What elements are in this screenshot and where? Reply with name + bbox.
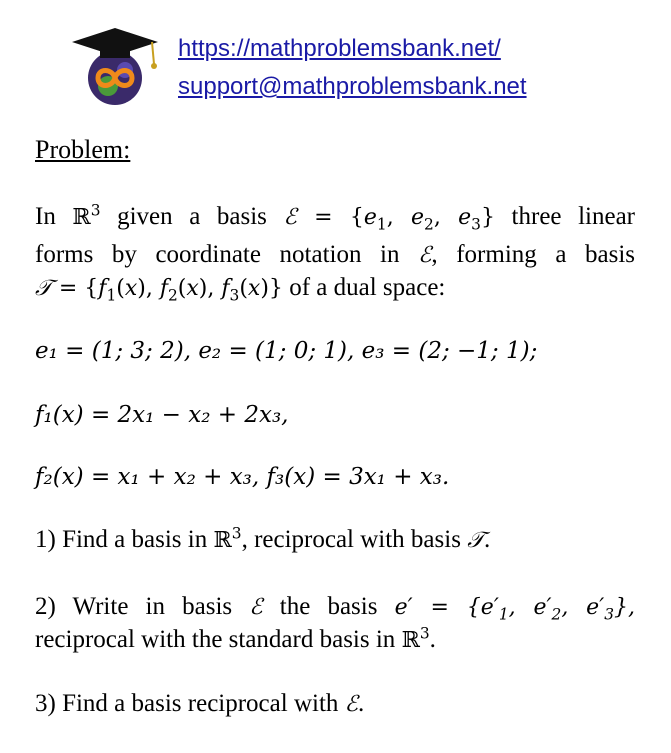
f1-equation: f₁(x) = 2x₁ − x₂ + 2x₃, <box>35 402 289 428</box>
website-link[interactable]: https://mathproblemsbank.net/ <box>178 35 501 62</box>
problem-heading: Problem: <box>35 135 131 164</box>
basis-vectors-equation: e₁ = (1; 3; 2), e₂ = (1; 0; 1), e₃ = (2; −1; 1); <box>35 338 538 364</box>
question-2-line-2: reciprocal with the standard basis in ℝ$^3$. <box>35 624 436 653</box>
question-3: 3) Find a basis reciprocal with ℰ. <box>35 690 365 717</box>
graduation-cap-logo-icon <box>70 20 160 110</box>
email-link[interactable]: support@mathproblemsbank.net <box>178 73 527 100</box>
intro-line-1: In ℝ$^3$ given a basis ℰ = {$e_1$, $e_2$, $e_3$} three linear <box>35 201 635 234</box>
intro-line-3: 𝒯 = {$f_1(x)$, $f_2(x)$, $f_3(x)$} of a dual space: <box>35 274 446 305</box>
intro-line-2: forms by coordinate notation in ℰ, forming a basis <box>35 241 636 268</box>
contact-links <box>178 30 527 106</box>
f2-f3-equation: f₂(x) = x₁ + x₂ + x₃, f₃(x) = 3x₁ + x₃. <box>35 464 450 490</box>
question-1: 1) Find a basis in ℝ$^3$, reciprocal with basis 𝒯. <box>35 524 491 553</box>
question-2-line-1: 2) Write in basis ℰ the basis $e' = \{e'_1$, $e'_2$, $e'_3$}, <box>35 593 635 624</box>
